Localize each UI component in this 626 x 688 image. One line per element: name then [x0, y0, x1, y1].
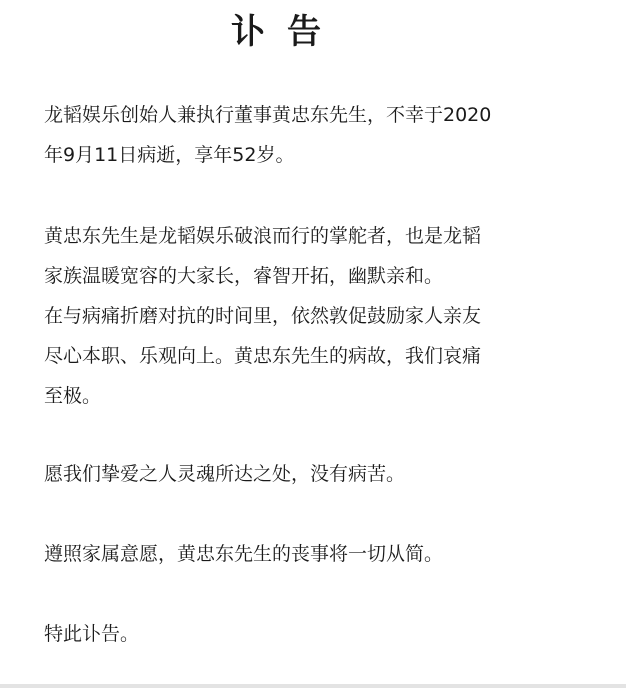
paragraph-line: 特此讣告。	[44, 623, 140, 645]
paragraph-closing	[44, 614, 524, 654]
paragraph-line: 黄忠东先生是龙韬娱乐破浪而行的掌舵者，也是龙韬	[44, 225, 482, 247]
paragraph-line: 遵照家属意愿，黄忠东先生的丧事将一切从简。	[44, 543, 444, 565]
paragraph-funeral	[44, 534, 524, 574]
paragraph-line: 龙韬娱乐创始人兼执行董事黄忠东先生，不幸于2020	[44, 104, 492, 126]
paragraph-line: 尽心本职、乐观向上。黄忠东先生的病故，我们哀痛	[44, 345, 482, 367]
paragraph-announcement	[44, 95, 524, 175]
paragraph-line: 在与病痛折磨对抗的时间里，依然敦促鼓励家人亲友	[44, 305, 482, 327]
paragraph-tribute	[44, 216, 524, 416]
document-title: 讣告	[231, 12, 343, 52]
paragraph-line: 家族温暖宽容的大家长，睿智开拓，幽默亲和。	[44, 265, 444, 287]
paragraph-wish	[44, 454, 524, 494]
paragraph-line: 年9月11日病逝，享年52岁。	[44, 144, 295, 166]
bottom-divider	[0, 684, 626, 688]
paragraph-line: 愿我们挚爱之人灵魂所达之处，没有病苦。	[44, 463, 406, 485]
paragraph-line: 至极。	[44, 385, 102, 407]
